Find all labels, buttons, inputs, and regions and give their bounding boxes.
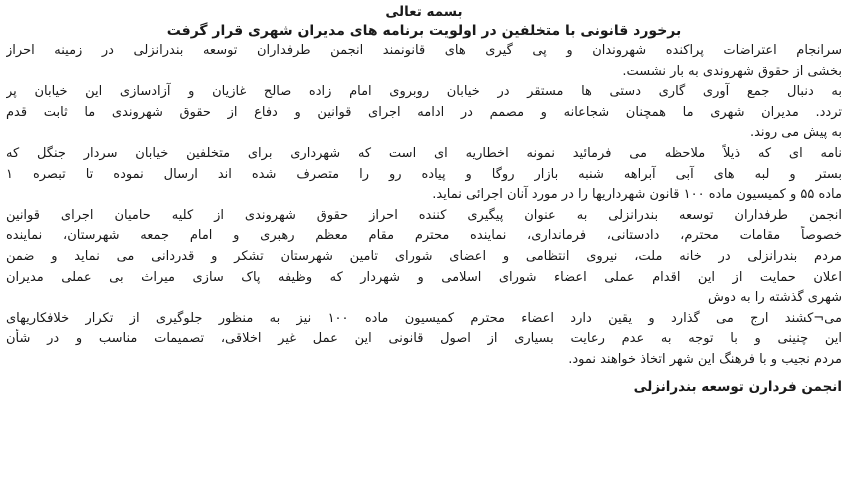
paragraph-line: بخشی از حقوق شهروندی به بار نشست. — [622, 63, 842, 79]
paragraph-line: تردد. مدیران شهری ما همچنان شجاعانه و مصمم در ادامه اجرای قوانین و دفاع از حقوق شهروندی ما ثابت قدم — [6, 104, 842, 120]
paragraph-2 — [6, 82, 842, 144]
paragraph-5 — [6, 309, 842, 371]
paragraph-line: انجمن طرفداران توسعه بندرانزلی به عنوان پیگیری کننده احراز حقوق شهروندی از کلیه حامیان اجرای قوانین — [6, 207, 842, 223]
paragraph-line: مردم نجیب و با فرهنگ این شهر اتخاذ خواهند نمود. — [568, 351, 842, 367]
paragraph-line: ماده ۵۵ و کمیسیون ماده ۱۰۰ قانون شهرداریها را در مورد آنان اجرائی نماید. — [432, 187, 842, 203]
invocation-heading: بسمه تعالی — [385, 4, 463, 20]
paragraph-line: نامه ای که ذیلاً ملاحظه می فرمائید نمونه اخطاریه ای است که شهرداری برای متخلفین خیابان سردار جنگل که — [6, 145, 842, 161]
paragraph-3 — [6, 144, 842, 206]
paragraph-line: این چنینی و با توجه به عدم رعایت بسیاری از اصول قانونی این عمل غیر اخلاقی، تصمیمات مناسب و در شأن — [6, 331, 842, 347]
paragraph-line: مردم بندرانزلی در خانه ملت، نیروی انتظامی و اعضای شورای تامین شهرستان تشکر و قدردانی می نماید و ضمن — [6, 248, 842, 264]
paragraph-1 — [6, 41, 842, 82]
signature: انجمن فردارن توسعه بندرانزلی — [633, 378, 842, 395]
paragraph-line: اعلان حمایت از این اقدام عملی اعضاء شورای اسلامی و شهردار که وظیفه پاک سازی میراث بی عملی مدیران — [6, 269, 842, 285]
article-title: برخورد قانونی با متخلفین در اولویت برنامه های مدیران شهری قرار گرفت — [166, 23, 682, 39]
paragraph-line: شهری گذشته را به دوش — [708, 290, 842, 306]
paragraph-line: به پیش می روند. — [749, 125, 842, 141]
paragraph-line: سرانجام اعتراضات پراکنده شهروندان و پی گیری های قانونمند انجمن طرفداران توسعه بندرانزلی در زمینه احراز — [6, 43, 842, 58]
paragraph-line: بستر و لبه های آبی آبراهه شنبه بازار روگا و پیاده رو را متصرف شده اند ارسال نموده تا تبصره ۱ — [6, 166, 842, 182]
paragraph-line: خصوصاً مقامات محترم، دادستانی، فرمانداری، نماینده محترم مقام معظم رهبری و امام جمعه شهرستان، نماینده — [6, 228, 842, 244]
paragraph-4 — [6, 206, 842, 309]
document-page — [6, 2, 842, 495]
paragraph-line: به دنبال جمع آوری گاری دستی ها مستقر در خیابان روبروی امام زاده صالح غازیان و آزادسازی این خیابان پر — [6, 84, 842, 100]
paragraph-line: می¬کشند ارج می گذارد و یقین دارد اعضاء محترم کمیسیون ماده ۱۰۰ نیز به منظور جلوگیری از تکرار خلافکاریهای — [6, 310, 842, 326]
article-body — [6, 41, 842, 371]
